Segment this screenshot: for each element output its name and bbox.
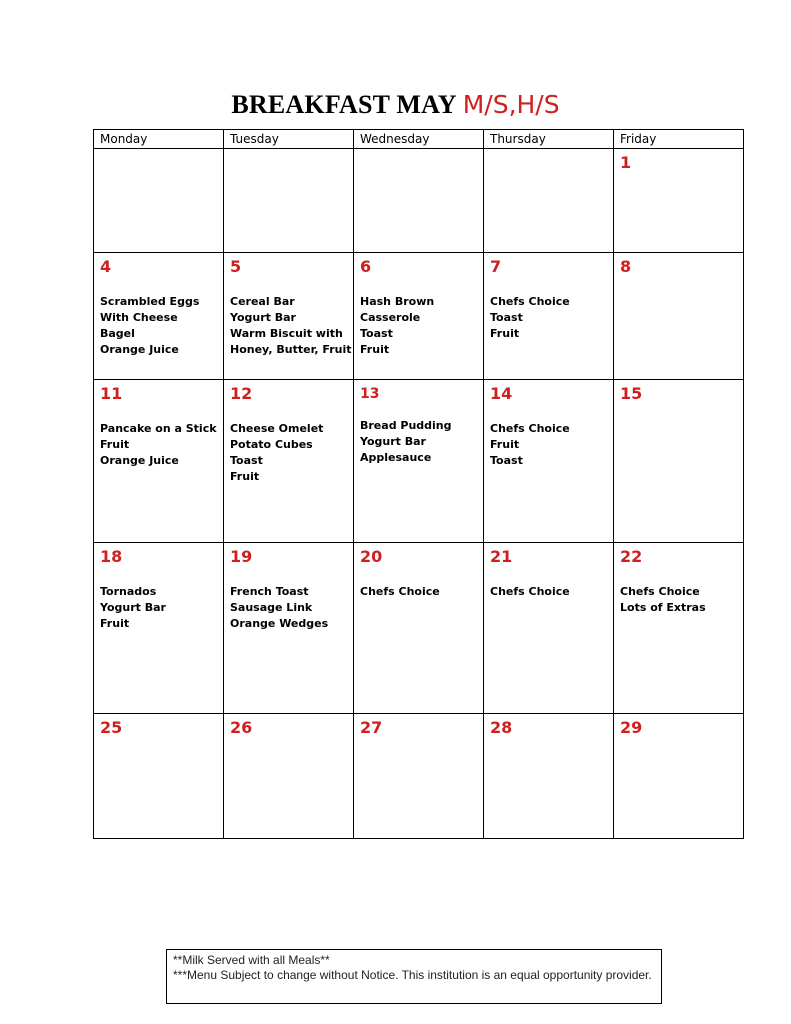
menu-items bbox=[490, 421, 607, 469]
day-number: 15 bbox=[620, 384, 643, 403]
day-cell bbox=[614, 380, 744, 543]
menu-items bbox=[490, 294, 607, 342]
menu-item: Fruit bbox=[360, 343, 390, 356]
day-cell-content bbox=[614, 149, 743, 173]
day-cell-content bbox=[354, 380, 483, 466]
menu-item: Toast bbox=[230, 454, 263, 467]
day-cell bbox=[614, 543, 744, 714]
day-cell-content bbox=[354, 149, 483, 173]
day-cell-content bbox=[94, 714, 223, 738]
footer-note bbox=[166, 949, 662, 1004]
menu-item: Hash Brown bbox=[360, 295, 435, 308]
day-cell bbox=[224, 714, 354, 839]
menu-item: Sausage Link bbox=[230, 601, 313, 614]
week-row bbox=[94, 380, 744, 543]
menu-item: Orange Wedges bbox=[230, 617, 329, 630]
menu-item: Fruit bbox=[100, 617, 130, 630]
menu-items bbox=[230, 584, 347, 632]
day-number: 18 bbox=[100, 547, 123, 566]
footer-line-milk: **Milk Served with all Meals** bbox=[173, 953, 330, 967]
day-cell bbox=[94, 543, 224, 714]
day-cell-content bbox=[94, 380, 223, 469]
menu-items bbox=[360, 294, 477, 358]
day-number: 28 bbox=[490, 718, 513, 737]
day-cell-content bbox=[614, 380, 743, 404]
footer-line-disclaimer: ***Menu Subject to change without Notice. This institution is an equal opportunity provider. bbox=[173, 968, 652, 982]
menu-item: Applesauce bbox=[360, 451, 432, 464]
menu-item: Honey, Butter, Fruit bbox=[230, 343, 352, 356]
menu-item: Fruit bbox=[490, 327, 520, 340]
day-number: 12 bbox=[230, 384, 253, 403]
day-number: 11 bbox=[100, 384, 123, 403]
menu-item: With Cheese bbox=[100, 311, 178, 324]
menu-item: Toast bbox=[490, 454, 523, 467]
menu-item: Chefs Choice bbox=[490, 422, 570, 435]
menu-item: French Toast bbox=[230, 585, 309, 598]
menu-item: Chefs Choice bbox=[360, 585, 440, 598]
weekday-header-monday: Monday bbox=[94, 130, 224, 149]
day-cell bbox=[224, 543, 354, 714]
day-number: 26 bbox=[230, 718, 253, 737]
day-number: 5 bbox=[230, 257, 242, 276]
day-number: 6 bbox=[360, 257, 372, 276]
menu-items bbox=[230, 421, 347, 485]
day-cell-content bbox=[484, 149, 613, 173]
menu-item: Scrambled Eggs bbox=[100, 295, 200, 308]
title-accent: M/S,H/S bbox=[462, 90, 560, 119]
menu-items bbox=[100, 294, 217, 358]
day-number bbox=[360, 153, 477, 173]
day-cell bbox=[354, 543, 484, 714]
day-cell bbox=[354, 380, 484, 543]
week-row bbox=[94, 149, 744, 253]
day-cell bbox=[224, 149, 354, 253]
day-cell bbox=[614, 253, 744, 380]
title-main: BREAKFAST MAY bbox=[231, 90, 457, 119]
day-cell-content bbox=[224, 380, 353, 485]
day-number bbox=[100, 153, 217, 173]
day-cell bbox=[614, 149, 744, 253]
day-number: 29 bbox=[620, 718, 643, 737]
menu-item: Orange Juice bbox=[100, 343, 179, 356]
day-cell-content bbox=[484, 543, 613, 600]
menu-item: Toast bbox=[360, 327, 393, 340]
day-cell bbox=[484, 149, 614, 253]
day-cell bbox=[354, 253, 484, 380]
day-cell bbox=[484, 714, 614, 839]
menu-item: Toast bbox=[490, 311, 523, 324]
day-number: 13 bbox=[360, 386, 380, 402]
menu-item: Cereal Bar bbox=[230, 295, 295, 308]
day-cell bbox=[354, 714, 484, 839]
day-number bbox=[490, 153, 607, 173]
day-number: 21 bbox=[490, 547, 513, 566]
menu-items bbox=[360, 584, 477, 600]
day-cell bbox=[614, 714, 744, 839]
day-number: 7 bbox=[490, 257, 502, 276]
day-cell bbox=[94, 380, 224, 543]
day-cell-content bbox=[614, 543, 743, 616]
menu-item: Bagel bbox=[100, 327, 135, 340]
menu-item: Chefs Choice bbox=[490, 295, 570, 308]
menu-item: Casserole bbox=[360, 311, 421, 324]
week-row bbox=[94, 253, 744, 380]
day-cell-content bbox=[224, 149, 353, 173]
day-cell bbox=[224, 380, 354, 543]
day-cell-content bbox=[614, 253, 743, 277]
menu-item: Yogurt Bar bbox=[230, 311, 296, 324]
page-title bbox=[0, 92, 791, 118]
day-cell bbox=[94, 714, 224, 839]
weekday-header-tuesday: Tuesday bbox=[224, 130, 354, 149]
menu-item: Warm Biscuit with bbox=[230, 327, 343, 340]
menu-item: Potato Cubes bbox=[230, 438, 313, 451]
menu-item: Yogurt Bar bbox=[100, 601, 166, 614]
menu-item: Yogurt Bar bbox=[360, 435, 426, 448]
day-cell-content bbox=[224, 543, 353, 632]
week-row bbox=[94, 714, 744, 839]
day-number: 20 bbox=[360, 547, 383, 566]
day-cell bbox=[94, 253, 224, 380]
menu-items bbox=[360, 418, 477, 466]
day-number: 25 bbox=[100, 718, 123, 737]
day-cell-content bbox=[484, 380, 613, 469]
weekday-header-wednesday: Wednesday bbox=[354, 130, 484, 149]
menu-item: Fruit bbox=[490, 438, 520, 451]
menu-item: Chefs Choice bbox=[490, 585, 570, 598]
day-cell-content bbox=[354, 253, 483, 358]
menu-item: Fruit bbox=[100, 438, 130, 451]
menu-item: Pancake on a Stick bbox=[100, 422, 217, 435]
menu-item: Cheese Omelet bbox=[230, 422, 324, 435]
day-number: 8 bbox=[620, 257, 632, 276]
day-number: 14 bbox=[490, 384, 513, 403]
calendar-table bbox=[93, 129, 744, 839]
day-cell-content bbox=[94, 543, 223, 632]
day-cell-content bbox=[224, 253, 353, 358]
day-cell-content bbox=[354, 714, 483, 738]
day-number: 4 bbox=[100, 257, 112, 276]
day-number: 22 bbox=[620, 547, 643, 566]
menu-items bbox=[490, 584, 607, 600]
day-number: 27 bbox=[360, 718, 383, 737]
day-cell bbox=[484, 543, 614, 714]
menu-item: Chefs Choice bbox=[620, 585, 700, 598]
week-row bbox=[94, 543, 744, 714]
menu-item: Fruit bbox=[230, 470, 260, 483]
weekday-header-thursday: Thursday bbox=[484, 130, 614, 149]
day-number: 19 bbox=[230, 547, 253, 566]
menu-items bbox=[620, 584, 737, 616]
day-cell bbox=[354, 149, 484, 253]
day-number bbox=[230, 153, 347, 173]
day-cell bbox=[484, 253, 614, 380]
weekday-header-friday: Friday bbox=[614, 130, 744, 149]
menu-items bbox=[100, 584, 217, 632]
menu-items bbox=[230, 294, 352, 358]
weekday-header-row bbox=[94, 130, 744, 149]
day-cell-content bbox=[224, 714, 353, 738]
day-cell-content bbox=[484, 714, 613, 738]
menu-item: Orange Juice bbox=[100, 454, 179, 467]
calendar-body bbox=[94, 149, 744, 839]
day-cell-content bbox=[484, 253, 613, 342]
menu-items bbox=[100, 421, 217, 469]
day-cell bbox=[484, 380, 614, 543]
day-cell-content bbox=[354, 543, 483, 600]
menu-item: Lots of Extras bbox=[620, 601, 706, 614]
menu-item: Bread Pudding bbox=[360, 419, 452, 432]
day-cell-content bbox=[94, 149, 223, 173]
day-number: 1 bbox=[620, 153, 632, 172]
day-cell bbox=[224, 253, 354, 380]
day-cell-content bbox=[94, 253, 223, 358]
day-cell bbox=[94, 149, 224, 253]
menu-item: Tornados bbox=[100, 585, 157, 598]
day-cell-content bbox=[614, 714, 743, 738]
